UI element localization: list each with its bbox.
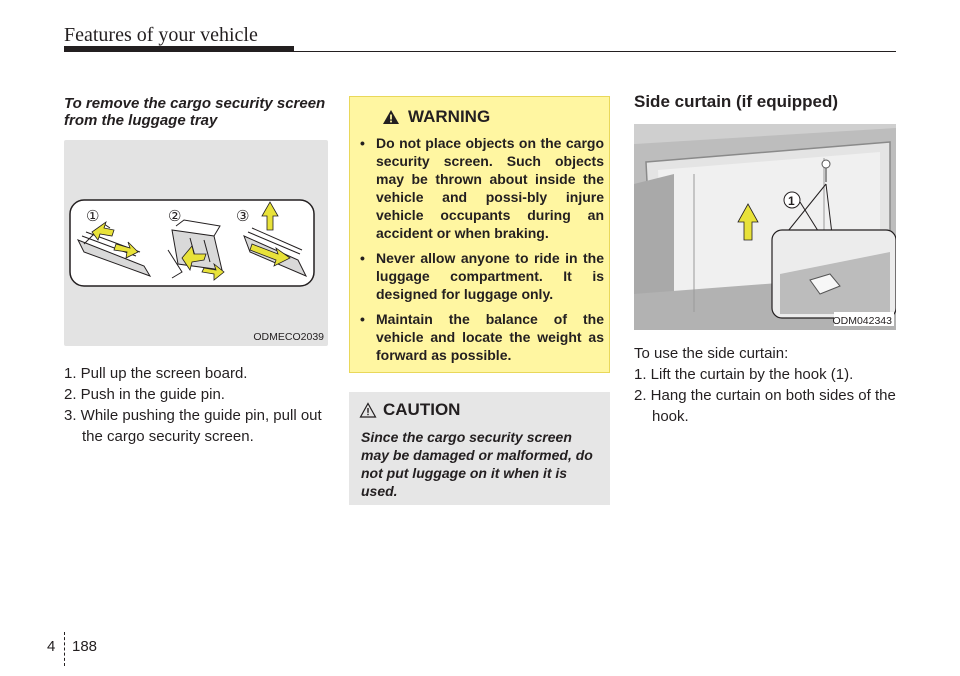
list-item: 1. Pull up the screen board. bbox=[64, 365, 248, 382]
warning-title: WARNING bbox=[408, 107, 491, 126]
section-subtitle: To remove the cargo security screen from the luggage tray bbox=[64, 95, 326, 129]
warning-header bbox=[382, 107, 490, 127]
intro-text: To use the side curtain: bbox=[634, 345, 789, 362]
caution-header bbox=[359, 400, 460, 420]
footer-separator bbox=[64, 632, 65, 666]
steps-list bbox=[634, 364, 896, 427]
right-column bbox=[634, 92, 896, 427]
caution-box bbox=[349, 392, 610, 505]
header-title: Features of your vehicle bbox=[64, 24, 258, 46]
warning-box bbox=[349, 96, 610, 373]
cargo-screen-figure bbox=[64, 140, 328, 346]
figure-code: ODM042343 bbox=[832, 315, 892, 327]
section-title: Side curtain (if equipped) bbox=[634, 92, 839, 111]
list-item: • Maintain the balance of the vehicle and locate the weight as forward as possible. bbox=[360, 310, 604, 364]
warning-list bbox=[360, 134, 604, 371]
cargo-screen-illustration bbox=[64, 140, 328, 346]
figure-code: ODMECO2039 bbox=[253, 331, 324, 343]
caution-text: Since the cargo security screen may be damaged or malformed, do not put luggage on it when it is used. bbox=[361, 429, 593, 499]
hook-marker: 1 bbox=[788, 194, 795, 208]
caution-triangle-icon bbox=[359, 402, 377, 418]
list-item: • Do not place objects on the cargo security screen. Such objects may be thrown about inside the vehicle and possi-bly injure vehicle occupants during an accident or when braking. bbox=[360, 134, 604, 242]
steps-list bbox=[64, 363, 328, 447]
list-item: 2. Hang the curtain on both sides of the hook. bbox=[634, 387, 896, 425]
header-rule bbox=[64, 51, 896, 52]
side-curtain-figure bbox=[634, 124, 896, 330]
left-column bbox=[64, 95, 328, 447]
step-marker-1: ① bbox=[86, 207, 100, 225]
list-item: 3. While pushing the guide pin, pull out the cargo security screen. bbox=[64, 407, 322, 445]
page-number: 188 bbox=[72, 638, 98, 655]
caution-title: CAUTION bbox=[383, 400, 461, 419]
list-item: • Never allow anyone to ride in the luggage compartment. It is designed for luggage only. bbox=[360, 249, 604, 303]
step-marker-2: ② bbox=[168, 207, 182, 225]
side-curtain-illustration bbox=[634, 124, 896, 330]
chapter-number: 4 bbox=[47, 638, 56, 655]
list-item: 1. Lift the curtain by the hook (1). bbox=[634, 366, 854, 383]
step-marker-3: ③ bbox=[236, 207, 250, 225]
warning-triangle-icon bbox=[382, 109, 400, 125]
list-item: 2. Push in the guide pin. bbox=[64, 386, 225, 403]
